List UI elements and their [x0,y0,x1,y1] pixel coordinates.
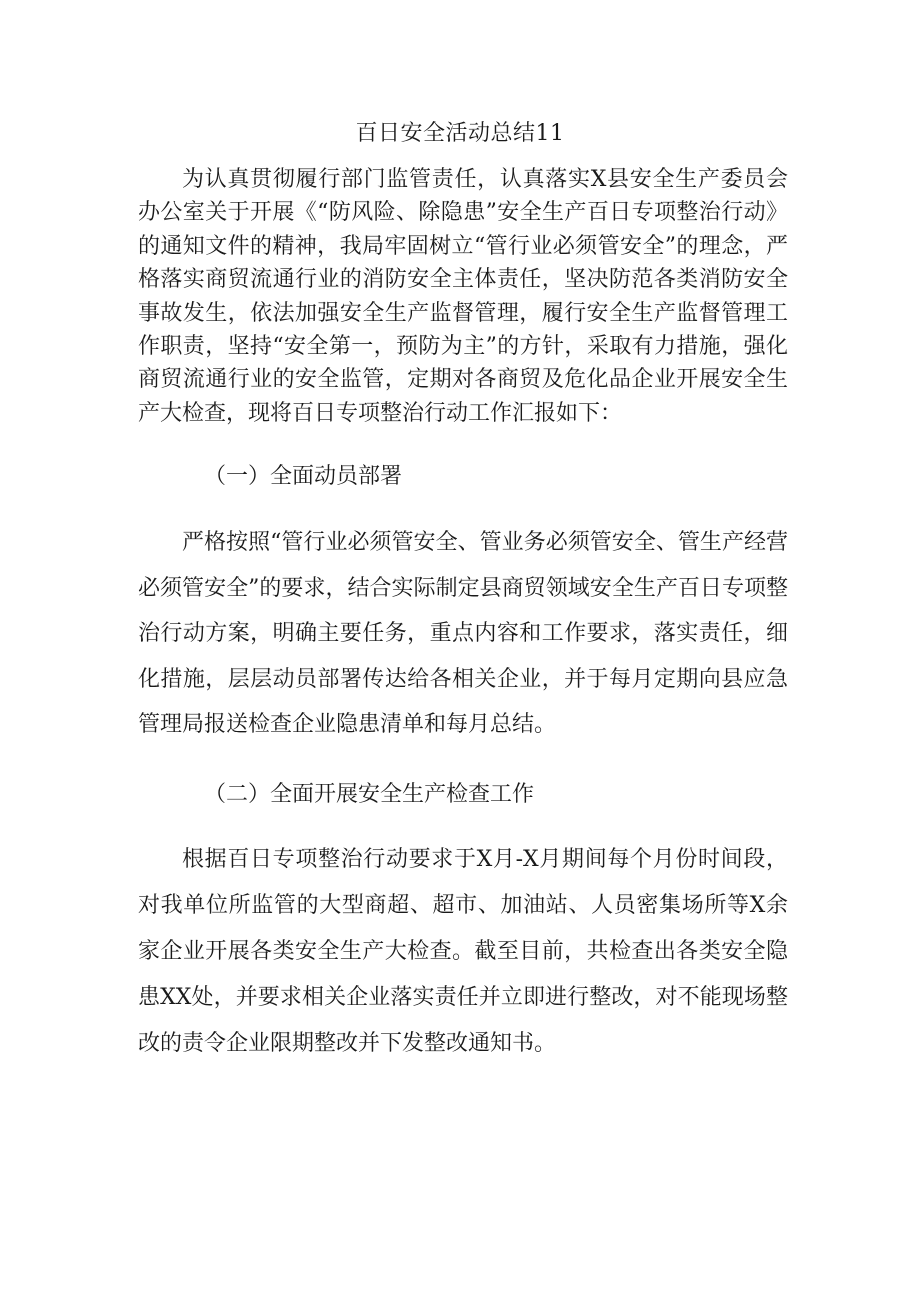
section-body-1: 严格按照“管行业必须管安全、管业务必须管安全、管生产经营必须管安全”的要求，结合实际制定县商贸领域安全生产百日专项整治行动方案，明确主要任务，重点内容和工作要求，落实责任，细化措施，层层动员部署传达给各相关企业，并于每月定期向县应急管理局报送检查企业隐患清单和每月总结。 [138,530,788,738]
section-body-2: 根据百日专项整治行动要求于X月-X月期间每个月份时间段，对我单位所监管的大型商超、超市、加油站、人员密集场所等X余家企业开展各类安全生产大检查。截至目前，共检查出各类安全隐患XX处，并要求相关企业落实责任并立即进行整改，对不能现场整改的责令企业限期整改并下发整改通知书。 [138,847,788,1056]
section-heading-2: （二）全面开展安全生产检查工作 [204,782,535,807]
section-heading-1: （一）全面动员部署 [204,464,403,489]
document-title: 百日安全活动总结11 [355,121,565,146]
intro-paragraph: 为认真贯彻履行部门监管责任，认真落实X县安全生产委员会办公室关于开展《“防风险、除隐患”安全生产百日专项整治行动》的通知文件的精神，我局牢固树立“管行业必须管安全”的理念，严格落实商贸流通行业的消防安全主体责任，坚决防范各类消防安全事故发生，依法加强安全生产监督管理，履行安全生产监督管理工作职责，坚持“安全第一，预防为主”的方针，采取有力措施，强化商贸流通行业的安全监管，定期对各商贸及危化品企业开展安全生产大检查，现将百日专项整治行动工作汇报如下： [138,167,788,426]
